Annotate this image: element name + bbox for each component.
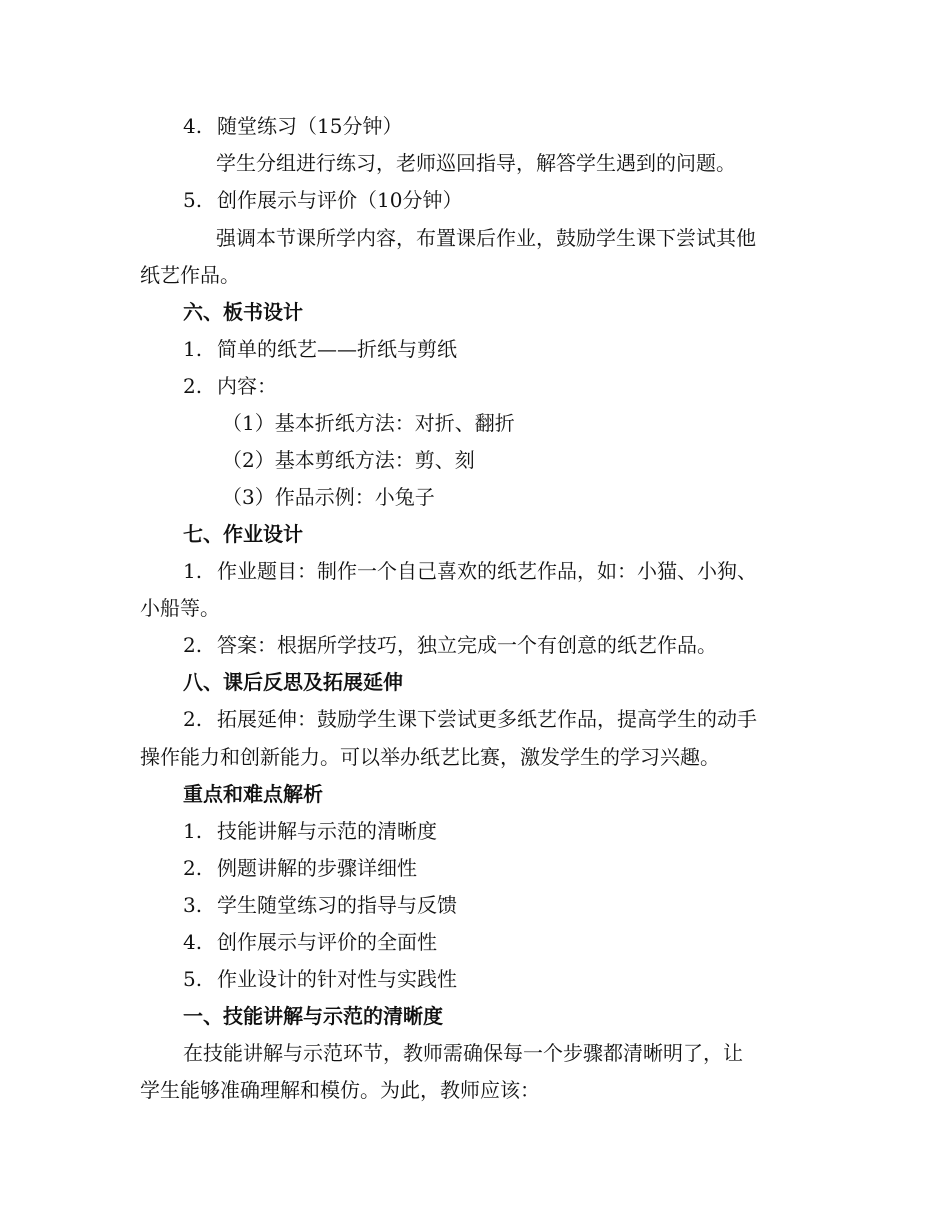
item-number: 1. [183, 559, 203, 583]
list-item [183, 817, 863, 845]
sub-item: （1）基本折纸方法：对折、翻折 [222, 411, 515, 435]
item-text: 技能讲解与示范的清晰度 [217, 819, 437, 843]
item-text: 创作展示与评价的全面性 [217, 930, 437, 954]
item-text: 创作展示与评价（10分钟） [217, 188, 463, 212]
list-item [183, 186, 863, 214]
item-number: 5. [183, 967, 203, 991]
paragraph-line: 小船等。 [140, 596, 220, 620]
section-heading: 六、板书设计 [183, 300, 303, 324]
list-item [183, 965, 863, 993]
list-item [183, 631, 863, 659]
item-text: 答案：根据所学技巧，独立完成一个有创意的纸艺作品。 [217, 633, 717, 657]
paragraph-line: 学生分组进行练习，老师巡回指导，解答学生遇到的问题。 [216, 151, 736, 175]
paragraph-line: 学生能够准确理解和模仿。为此，教师应该： [140, 1078, 540, 1102]
sub-item: （3）作品示例：小兔子 [222, 485, 435, 509]
item-text: 拓展延伸：鼓励学生课下尝试更多纸艺作品，提高学生的动手 [217, 707, 757, 731]
item-number: 2. [183, 856, 203, 880]
item-text: 作业题目：制作一个自己喜欢的纸艺作品，如：小猫、小狗、 [217, 559, 757, 583]
list-item [183, 854, 863, 882]
list-item [183, 557, 863, 585]
item-text: 作业设计的针对性与实践性 [217, 967, 457, 991]
paragraph-line: 在技能讲解与示范环节，教师需确保每一个步骤都清晰明了，让 [183, 1041, 743, 1065]
item-number: 2. [183, 707, 203, 731]
item-number: 5. [183, 188, 203, 212]
item-text: 随堂练习（15分钟） [217, 114, 403, 138]
list-item [183, 705, 863, 733]
paragraph-line: 强调本节课所学内容，布置课后作业，鼓励学生课下尝试其他 [216, 226, 756, 250]
list-item [183, 372, 863, 400]
list-item [183, 928, 863, 956]
item-number: 2. [183, 374, 203, 398]
list-item [183, 335, 863, 363]
item-number: 3. [183, 893, 203, 917]
item-number: 1. [183, 337, 203, 361]
item-text: 例题讲解的步骤详细性 [217, 856, 417, 880]
section-heading: 八、课后反思及拓展延伸 [183, 670, 403, 694]
list-item [183, 891, 863, 919]
item-number: 1. [183, 819, 203, 843]
paragraph-line: 操作能力和创新能力。可以举办纸艺比赛，激发学生的学习兴趣。 [140, 745, 720, 769]
item-number: 2. [183, 633, 203, 657]
sub-item: （2）基本剪纸方法：剪、刻 [222, 448, 475, 472]
section-heading: 一、技能讲解与示范的清晰度 [183, 1004, 443, 1028]
item-text: 学生随堂练习的指导与反馈 [217, 893, 457, 917]
section-heading: 重点和难点解析 [183, 782, 323, 806]
item-text: 内容： [217, 374, 277, 398]
paragraph-line: 纸艺作品。 [140, 263, 240, 287]
item-number: 4. [183, 930, 203, 954]
section-heading: 七、作业设计 [183, 522, 303, 546]
item-text: 简单的纸艺——折纸与剪纸 [217, 337, 457, 361]
item-number: 4. [183, 114, 203, 138]
list-item [183, 112, 863, 140]
